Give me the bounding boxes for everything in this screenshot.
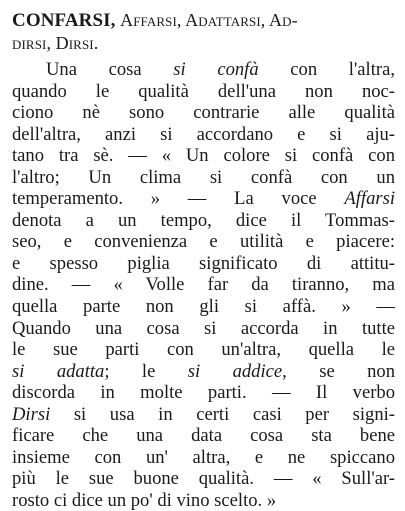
body-line: ficare che una data cosa sta bene xyxy=(12,425,395,447)
body-line: denota a un tempo, dice il Tommas- xyxy=(12,209,395,231)
italic-term: Dirsi xyxy=(12,403,51,425)
entry-synonyms-line-2: dirsi, Dirsi. xyxy=(12,33,99,53)
body-line: e spesso piglia significato di attitu- xyxy=(12,252,395,274)
body-line xyxy=(12,404,395,426)
italic-term: Affarsi xyxy=(344,188,395,210)
body-line: insieme con un' altra, e ne spiccano xyxy=(12,446,395,468)
body-line: dell'altra, anzi si accordano e si aju- xyxy=(12,123,395,145)
text-run: Una cosa xyxy=(46,59,174,80)
entry-synonyms-line-1: Affarsi, Adattarsi, Ad- xyxy=(120,10,298,30)
body-line: dine. — « Volle far da tiranno, ma xyxy=(12,274,395,296)
body-line: l'altro; Un clima si confà con un xyxy=(12,166,395,188)
text-run: temperamento. » — La voce xyxy=(12,188,345,210)
italic-term: si confà xyxy=(173,59,259,80)
body-line xyxy=(12,188,395,210)
body-line: discorda in molte parti. — Il verbo xyxy=(12,382,395,404)
body-line: rosto ci dice un po' di vino scelto. » xyxy=(12,489,277,511)
body-line: quando le qualità dell'una non noc- xyxy=(12,80,395,102)
text-run: con l'altra, xyxy=(258,59,395,80)
body-line: Quando una cosa si accorda in tutte xyxy=(12,317,395,339)
italic-term: si addice xyxy=(187,360,283,382)
body-line: quella parte non gli si affà. » — xyxy=(12,296,395,318)
body-line: seo, e convenienza e utilità e piacere: xyxy=(12,231,395,253)
entry-heading xyxy=(12,9,298,55)
text-run: , se non xyxy=(282,360,396,382)
body-line: più le sue buone qualità. — « Sull'ar- xyxy=(12,468,395,490)
body-line xyxy=(12,361,395,383)
text-run: si usa in certi casi per signi- xyxy=(50,403,395,425)
body-line: tano tra sè. — « Un colore si confà con xyxy=(12,145,395,167)
body-line xyxy=(12,59,395,81)
text-run: ; le xyxy=(104,360,188,382)
body-line: ciono nè sono contrarie alle qualità xyxy=(12,102,395,124)
body-line: le sue parti con un'altra, quella le xyxy=(12,339,395,361)
entry-body xyxy=(12,59,395,511)
italic-term: si adatta xyxy=(12,360,105,382)
entry-headword: CONFARSI, xyxy=(12,10,116,31)
